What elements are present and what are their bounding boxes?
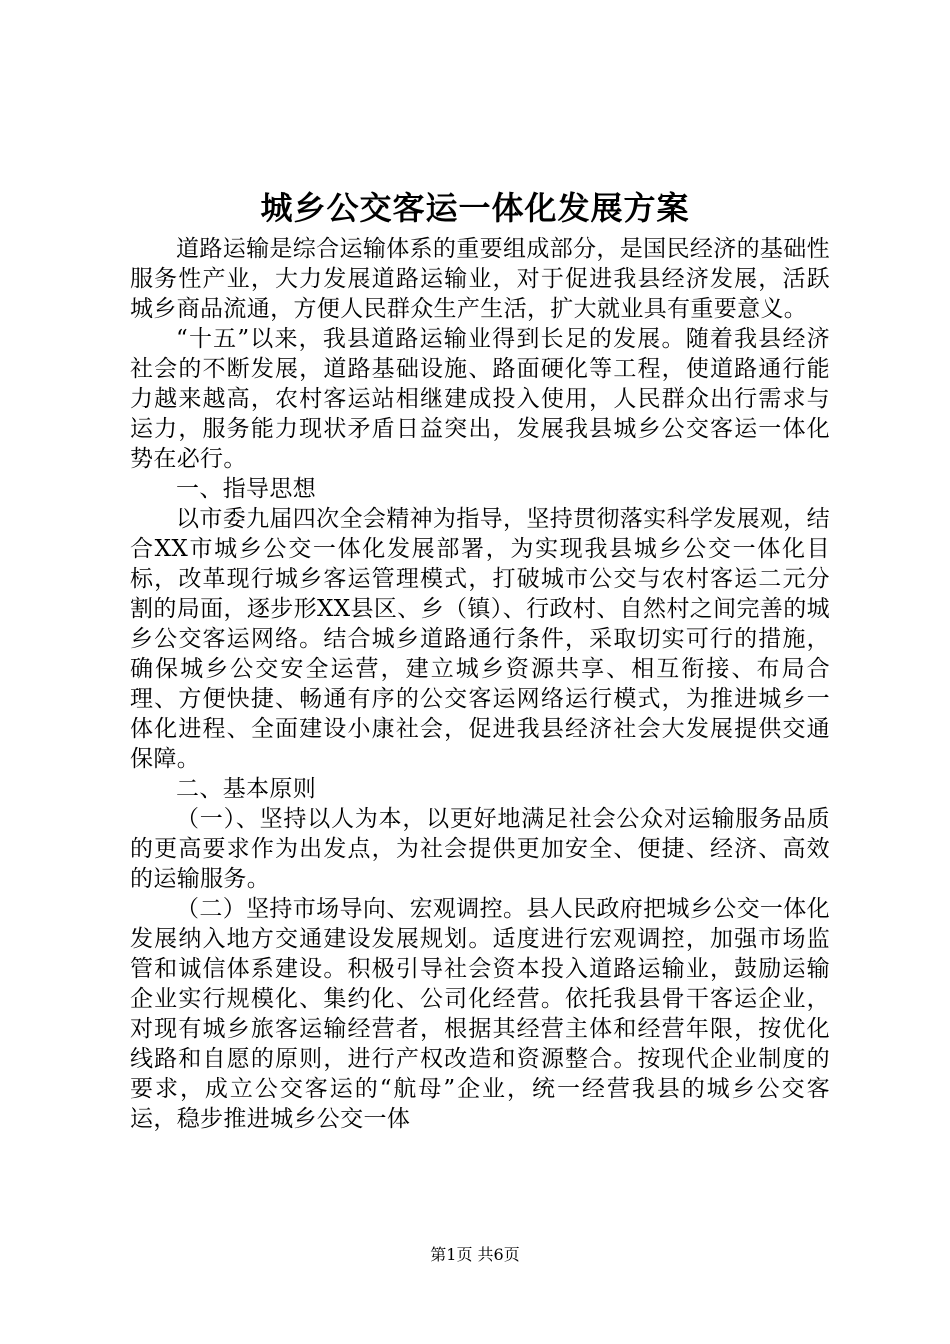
section-heading: 一、指导思想: [176, 476, 317, 502]
section-heading: 二、基本原则: [176, 776, 317, 802]
paragraph: 以市委九届四次全会精神为指导，坚持贯彻落实科学发展观，结合XX市城乡公交一体化发展部署，为实现我县城乡公交一体化目标，改革现行城乡客运管理模式，打破城市公交与农村客运二元分割的局面，逐步形XX县区、乡（镇）、行政村、自然村之间完善的城乡公交客运网络。结合城乡道路通行条件，采取切实可行的措施，确保城乡公交安全运营，建立城乡资源共享、相互衔接、布局合理、方便快捷、畅通有序的公交客运网络运行模式，为推进城乡一体化进程、全面建设小康社会，促进我县经济社会大发展提供交通保障。: [130, 506, 830, 772]
document-body: [130, 234, 830, 1134]
paragraph: （二）坚持市场导向、宏观调控。县人民政府把城乡公交一体化发展纳入地方交通建设发展规划。适度进行宏观调控，加强市场监管和诚信体系建设。积极引导社会资本投入道路运输业，鼓励运输企业实行规模化、集约化、公司化经营。依托我县骨干客运企业，对现有城乡旅客运输经营者，根据其经营主体和经营年限，按优化线路和自愿的原则，进行产权改造和资源整合。按现代企业制度的要求，成立公交客运的“航母”企业，统一经营我县的城乡公交客运，稳步推进城乡公交一体: [130, 896, 830, 1132]
page-footer: 第1页 共6页: [430, 1245, 520, 1264]
paragraph: （一）、坚持以人为本，以更好地满足社会公众对运输服务品质的更高要求作为出发点，为社会提供更加安全、便捷、经济、高效的运输服务。: [130, 806, 830, 892]
document-title: 城乡公交客运一体化发展方案: [260, 189, 690, 227]
paragraph: “十五”以来，我县道路运输业得到长足的发展。随着我县经济社会的不断发展，道路基础设施、路面硬化等工程，使道路通行能力越来越高，农村客运站相继建成投入使用，人民群众出行需求与运力，服务能力现状矛盾日益突出，发展我县城乡公交客运一体化势在必行。: [130, 326, 830, 472]
paragraph: 道路运输是综合运输体系的重要组成部分，是国民经济的基础性服务性产业，大力发展道路运输业，对于促进我县经济发展，活跃城乡商品流通，方便人民群众生产生活，扩大就业具有重要意义。: [130, 236, 830, 322]
